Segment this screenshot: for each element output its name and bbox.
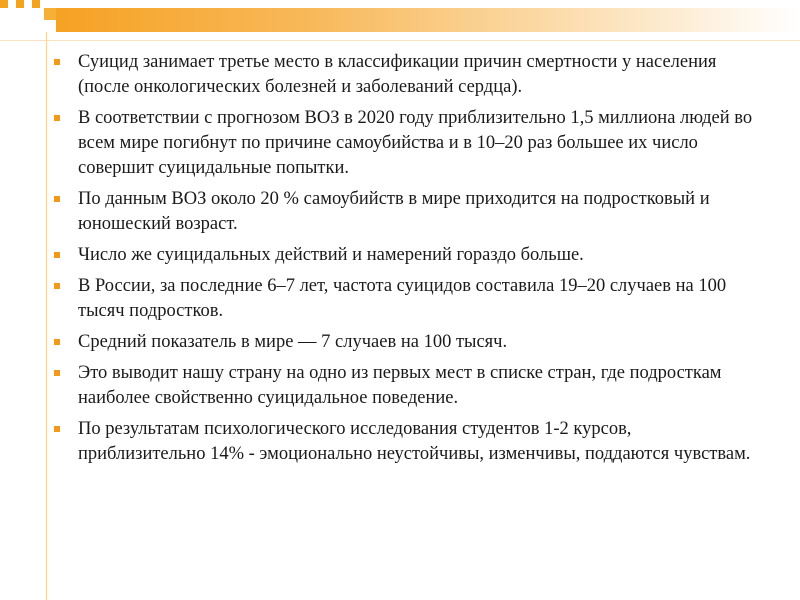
header-decoration [0,0,800,44]
bullet-text: В соответствии с прогнозом ВОЗ в 2020 году приблизительно 1,5 миллиона людей во всем мире погибнут по причине самоубийства и в 10–20 раз большее их число совершит суицидальные попытки. [78,108,753,178]
bullet-item [54,106,754,181]
header-gradient-bar [56,8,800,32]
square-bullet-icon [54,59,60,65]
decor-square [32,0,40,8]
bullet-item [54,274,754,324]
bullet-text: По данным ВОЗ около 20 % самоубийств в мире приходится на подростковый и юношеский возраст. [78,189,710,234]
bullet-item [54,187,754,237]
bullet-text: Суицид занимает третье место в классификации причин смертности у населения (после онкологических болезней и заболеваний сердца). [78,52,717,97]
bullet-text: Это выводит нашу страну на одно из первых мест в списке стран, где подросткам наиболее свойственно суицидальное поведение. [78,363,722,408]
bullet-item [54,243,754,268]
vertical-rule [46,32,47,600]
bullet-text: Средний показатель в мире — 7 случаев на 100 тысяч. [78,332,508,352]
horizontal-rule [0,40,800,41]
square-bullet-icon [54,339,60,345]
bullet-item [54,330,754,355]
decor-square [44,8,56,20]
square-bullet-icon [54,283,60,289]
bullet-list [54,50,754,467]
decor-square [0,0,8,8]
bullet-text: В России, за последние 6–7 лет, частота суицидов составила 19–20 случаев на 100 тысяч подростков. [78,276,727,321]
square-bullet-icon [54,370,60,376]
bullet-text: По результатам психологического исследования студентов 1-2 курсов, приблизительно 14% - эмоционально неустойчивы, изменчивы, поддаются чувствам. [78,419,751,464]
bullet-text: Число же суицидальных действий и намерений гораздо больше. [78,245,584,265]
square-bullet-icon [54,426,60,432]
bullet-item [54,50,754,100]
square-bullet-icon [54,196,60,202]
bullet-item [54,361,754,411]
bullet-item [54,417,754,467]
square-bullet-icon [54,252,60,258]
slide-content [54,50,754,473]
square-bullet-icon [54,115,60,121]
decor-square [16,0,24,8]
